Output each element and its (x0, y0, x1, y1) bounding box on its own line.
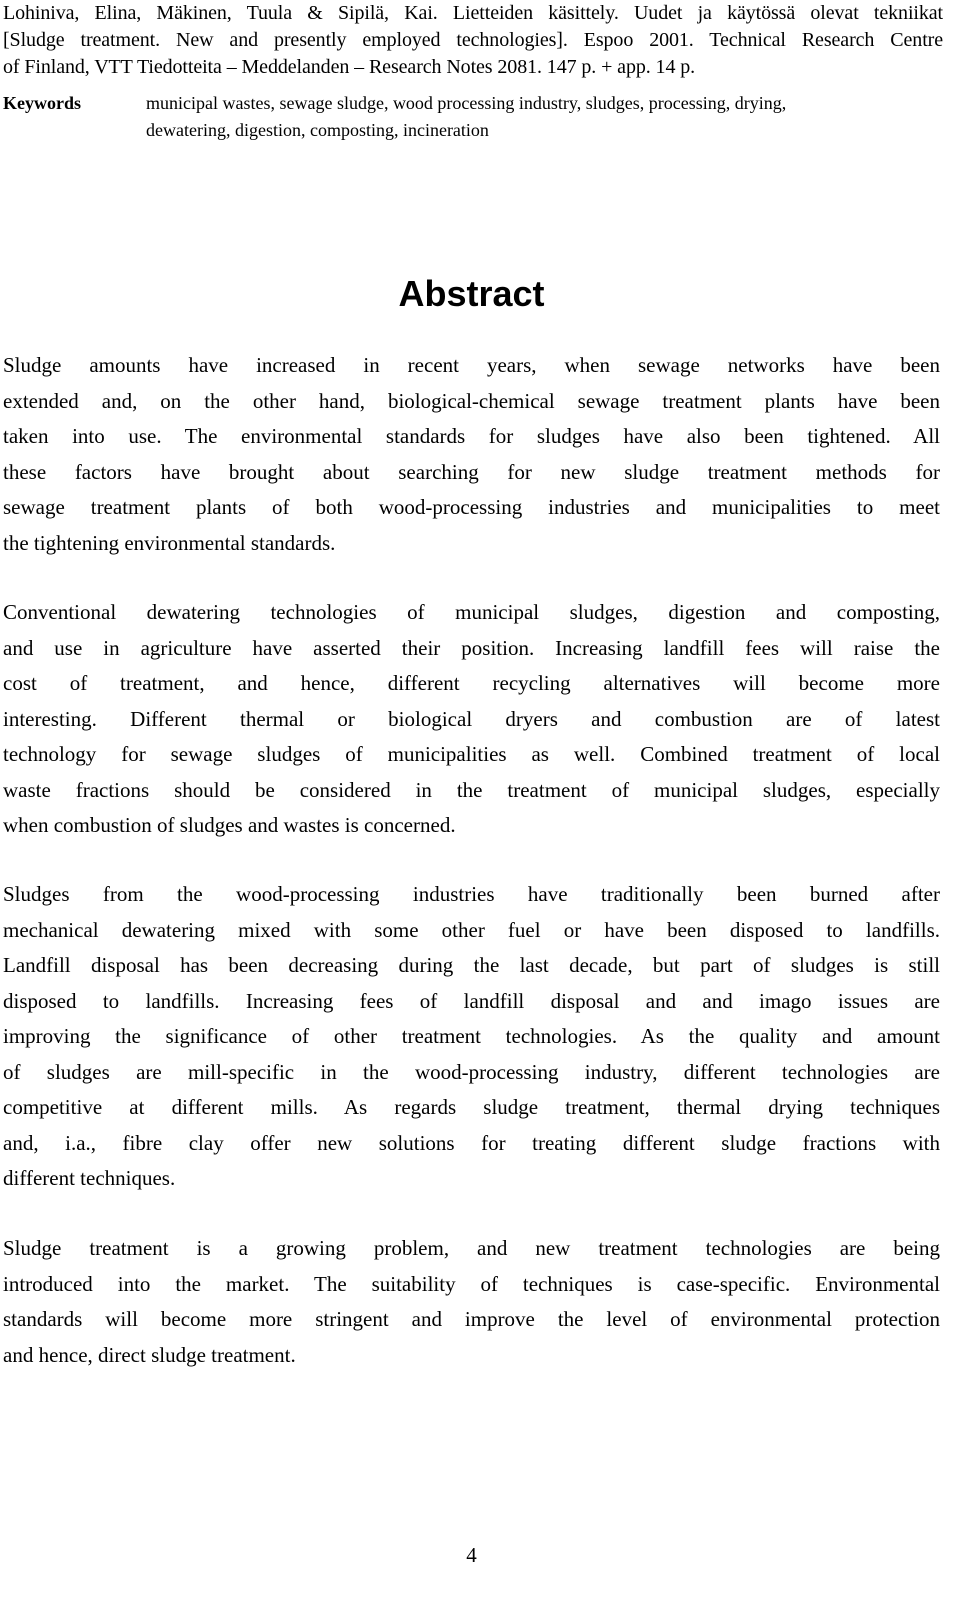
citation-line: of Finland, VTT Tiedotteita – Meddelanden – Research Notes 2081. 147 p. + app. 14 p. (3, 56, 696, 78)
abstract-paragraph-3 (3, 877, 940, 1197)
abstract-heading: Abstract (398, 273, 545, 314)
paragraph-line: technology for sewage sludges of municipalities as well. Combined treatment of local (3, 742, 940, 766)
keywords-list (146, 90, 943, 144)
citation (3, 0, 943, 81)
paragraph-line: the tightening environmental standards. (3, 530, 336, 555)
paragraph-line: disposed to landfills. Increasing fees of landfill disposal and and imago issues are (3, 988, 940, 1013)
paragraph-line: mechanical dewatering mixed with some other fuel or have been disposed to landfills. (3, 917, 940, 942)
paragraph-line: cost of treatment, and hence, different recycling alternatives will become more (3, 671, 940, 695)
paragraph-line: Sludges from the wood-processing industries have traditionally been burned after (3, 882, 940, 906)
page-number: 4 (466, 1543, 477, 1567)
paragraph-line: Sludge treatment is a growing problem, and new treatment technologies are being (3, 1236, 940, 1260)
citation-line: [Sludge treatment. New and presently employed technologies]. Espoo 2001. Technical Research Centre (3, 29, 943, 51)
keywords-line: municipal wastes, sewage sludge, wood processing industry, sludges, processing, drying, (146, 93, 787, 113)
abstract-paragraph-4 (3, 1231, 940, 1373)
paragraph-line: and use in agriculture have asserted their position. Increasing landfill fees will raise the (3, 635, 940, 660)
paragraph-line: Conventional dewatering technologies of municipal sludges, digestion and composting, (3, 600, 940, 624)
paragraph-line: taken into use. The environmental standards for sludges have also been tightened. All (3, 424, 940, 448)
paragraph-line: when combustion of sludges and wastes is concerned. (3, 813, 456, 837)
citation-line: Lohiniva, Elina, Mäkinen, Tuula & Sipilä, Kai. Lietteiden käsittely. Uudet ja käytössä olevat tekniikat (3, 2, 943, 24)
paragraph-line: Landfill disposal has been decreasing during the last decade, but part of sludges is still (3, 953, 940, 977)
paragraph-line: Sludge amounts have increased in recent years, when sewage networks have been (3, 353, 940, 377)
keywords-line: dewatering, digestion, composting, incineration (146, 120, 489, 140)
paragraph-line: extended and, on the other hand, biological-chemical sewage treatment plants have been (3, 388, 940, 413)
abstract-paragraph-1 (3, 348, 940, 561)
keywords-label: Keywords (3, 93, 81, 113)
paragraph-line: standards will become more stringent and improve the level of environmental protection (3, 1307, 940, 1331)
paragraph-line: different techniques. (3, 1166, 176, 1190)
paragraph-line: improving the significance of other treatment technologies. As the quality and amount (3, 1024, 940, 1048)
paragraph-line: competitive at different mills. As regards sludge treatment, thermal drying techniques (3, 1095, 940, 1119)
paragraph-line: of sludges are mill-specific in the wood-processing industry, different technologies are (3, 1059, 940, 1084)
paragraph-line: these factors have brought about searching for new sludge treatment methods for (3, 459, 940, 484)
abstract-paragraph-2 (3, 595, 940, 844)
paragraph-line: interesting. Different thermal or biological dryers and combustion are of latest (3, 706, 940, 731)
paragraph-line: waste fractions should be considered in the treatment of municipal sludges, especially (3, 777, 940, 802)
paragraph-line: and, i.a., fibre clay offer new solutions for treating different sludge fractions with (3, 1130, 940, 1155)
paragraph-line: sewage treatment plants of both wood-processing industries and municipalities to meet (3, 495, 940, 519)
paragraph-line: introduced into the market. The suitability of techniques is case-specific. Environmental (3, 1271, 940, 1296)
paragraph-line: and hence, direct sludge treatment. (3, 1342, 296, 1367)
